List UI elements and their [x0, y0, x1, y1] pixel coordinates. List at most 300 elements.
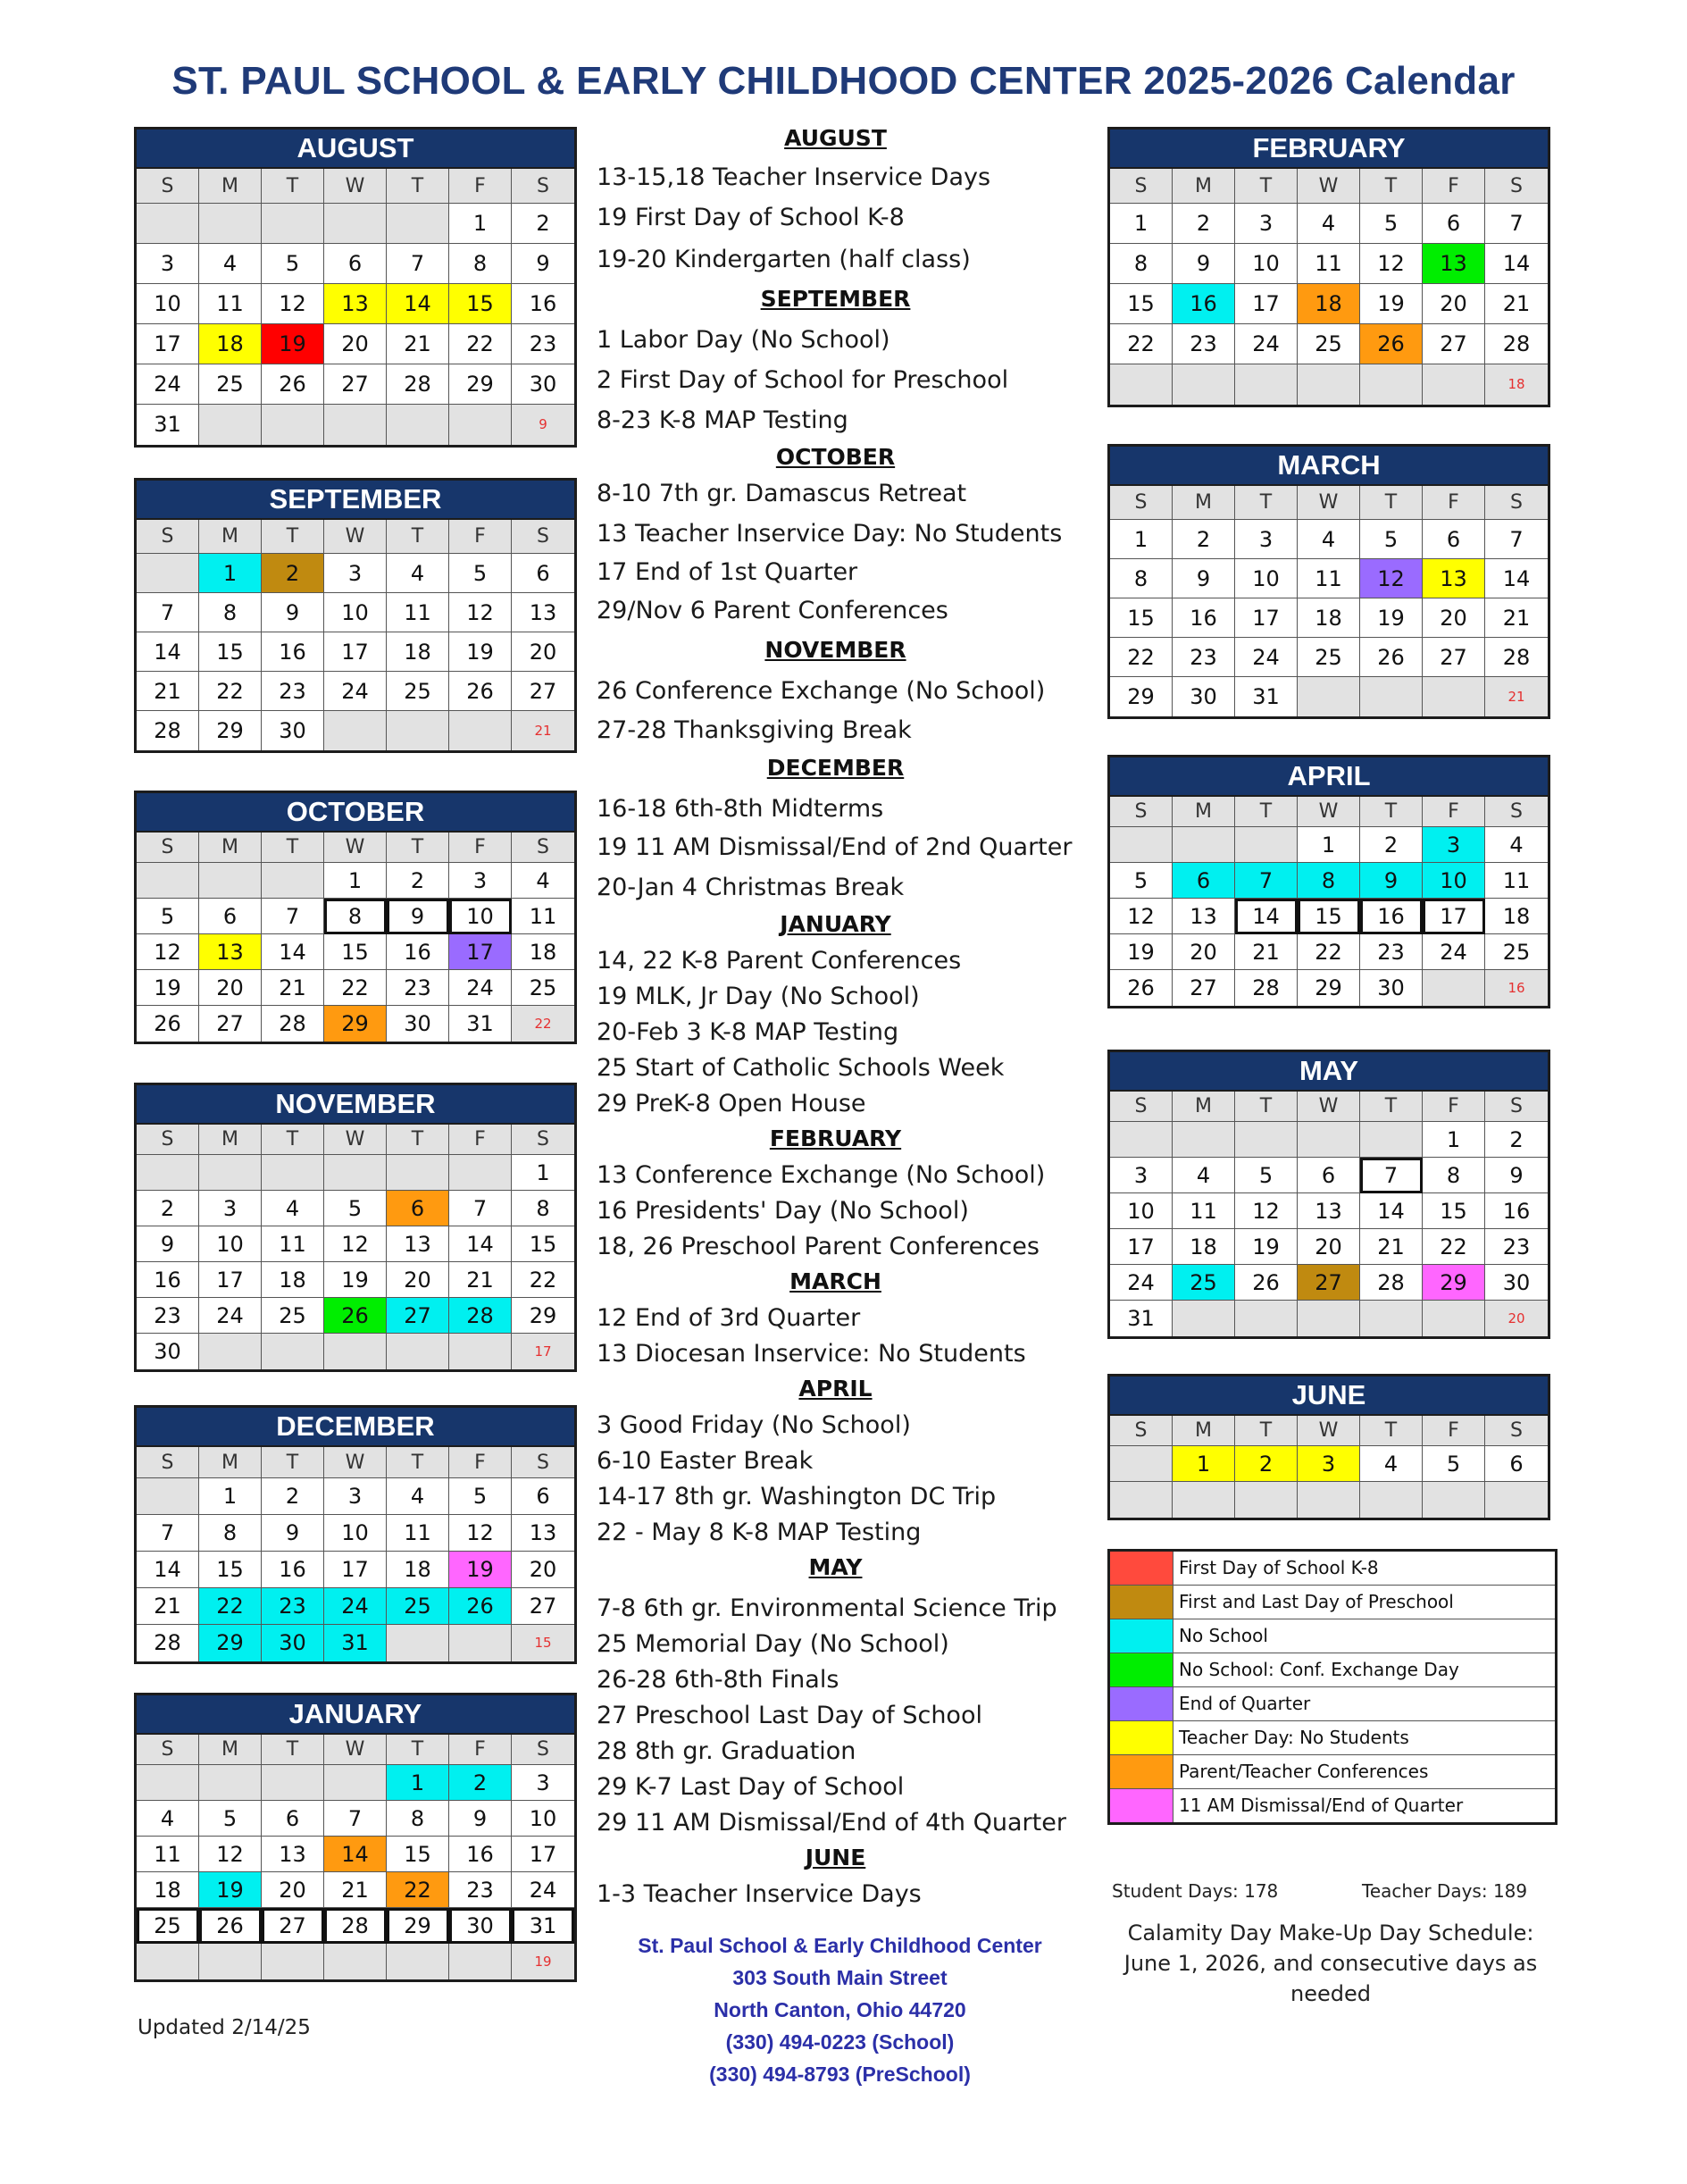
day-cell: 31 [137, 405, 199, 445]
day-cell: 24 [199, 1298, 262, 1334]
day-cell: 29 [199, 1625, 262, 1661]
day-cell: 30 [1485, 1265, 1548, 1301]
day-cell: 5 [199, 1801, 262, 1837]
empty-day [387, 204, 449, 244]
day-cell: 5 [324, 1191, 387, 1226]
legend-swatch [1110, 1653, 1173, 1686]
week-row [137, 1226, 574, 1262]
weekday-label: T [387, 169, 449, 204]
empty-day [1173, 364, 1235, 405]
week-row [137, 672, 574, 711]
day-cell: 30 [1360, 970, 1423, 1006]
day-cell: 1 [1298, 827, 1360, 863]
day-cell: 19 [1235, 1229, 1298, 1265]
weekday-row [1110, 486, 1548, 520]
weekday-label: M [1173, 797, 1235, 827]
week-row [1110, 364, 1548, 405]
day-cell: 11 [387, 593, 449, 632]
week-row [1110, 244, 1548, 284]
day-cell: 30 [137, 1334, 199, 1369]
day-cell: 25 [262, 1298, 324, 1334]
legend-swatch [1110, 1755, 1173, 1788]
legend-swatch [1110, 1552, 1173, 1585]
day-cell: 30 [512, 364, 574, 405]
day-cell: 23 [262, 1588, 324, 1625]
empty-day [137, 1155, 199, 1191]
empty-day [449, 1155, 512, 1191]
weekday-label: F [1423, 1092, 1485, 1122]
day-cell: 22 [1423, 1229, 1485, 1265]
day-cell: 5 [449, 554, 512, 593]
day-cell: 31 [449, 1006, 512, 1042]
weekday-label: M [199, 1447, 262, 1478]
day-cell: 2 [262, 554, 324, 593]
school-day-count: 17 [512, 1334, 574, 1369]
legend-swatch [1110, 1789, 1173, 1822]
day-cell: 14 [137, 632, 199, 672]
day-cell: 13 [262, 1837, 324, 1872]
day-cell: 2 [449, 1765, 512, 1801]
address-street: 303 South Main Street [732, 1966, 948, 1989]
weekday-label: M [1173, 486, 1235, 520]
empty-day [262, 1944, 324, 1979]
day-cell: 1 [1423, 1122, 1485, 1158]
day-cell: 21 [387, 324, 449, 364]
weekday-label: S [512, 1735, 574, 1765]
day-cell: 29 [1110, 677, 1173, 716]
day-cell: 17 [1235, 598, 1298, 638]
legend-row [1110, 1687, 1555, 1721]
day-cell: 12 [137, 934, 199, 970]
day-cell: 29 [512, 1298, 574, 1334]
page-title: ST. PAUL SCHOOL & EARLY CHILDHOOD CENTER 2025-2026 Calendar [171, 59, 1516, 103]
week-row [137, 632, 574, 672]
day-cell: 9 [1360, 863, 1423, 899]
weekday-label: S [1110, 1092, 1173, 1122]
weekday-label: M [1173, 1416, 1235, 1446]
day-cell: 17 [1235, 284, 1298, 324]
day-cell: 9 [1173, 559, 1235, 598]
day-cell: 11 [1485, 863, 1548, 899]
calendar-november [134, 1083, 577, 1372]
weekday-row [137, 1125, 574, 1155]
day-cell: 16 [1173, 284, 1235, 324]
teacher-days: Teacher Days: 189 [1362, 1880, 1528, 1902]
weekday-label: W [1298, 169, 1360, 204]
day-cell: 15 [199, 1552, 262, 1588]
day-cell: 29 [449, 364, 512, 405]
month-header: APRIL [1110, 757, 1548, 797]
day-cell: 16 [262, 1552, 324, 1588]
empty-day [1423, 677, 1485, 716]
day-cell: 19 [1110, 934, 1173, 970]
empty-day [324, 711, 387, 750]
day-cell: 10 [137, 284, 199, 324]
weekday-label: T [1360, 1092, 1423, 1122]
day-cell: 26 [1110, 970, 1173, 1006]
weekday-label: S [512, 520, 574, 554]
day-cell: 12 [1360, 559, 1423, 598]
legend-label: First and Last Day of Preschool [1179, 1591, 1454, 1612]
address-phone-school: (330) 494-0223 (School) [725, 2030, 955, 2054]
week-row [137, 711, 574, 750]
day-cell: 2 [512, 204, 574, 244]
school-day-count: 21 [512, 711, 574, 750]
day-cell: 29 [324, 1006, 387, 1042]
weekday-label: S [1110, 1416, 1173, 1446]
day-cell: 29 [1298, 970, 1360, 1006]
day-cell: 2 [1360, 827, 1423, 863]
calendar-april [1107, 755, 1550, 1008]
day-cell: 14 [387, 284, 449, 324]
day-cell: 28 [324, 1908, 387, 1944]
day-cell: 20 [1173, 934, 1235, 970]
empty-day [1298, 364, 1360, 405]
empty-day [387, 711, 449, 750]
empty-day [1423, 1482, 1485, 1518]
day-cell: 21 [1360, 1229, 1423, 1265]
day-cell: 20 [387, 1262, 449, 1298]
event-month-heading: JUNE [805, 1845, 866, 1870]
day-cell: 4 [1298, 204, 1360, 244]
day-cell: 12 [1360, 244, 1423, 284]
event-item: 29 K-7 Last Day of School [597, 1773, 905, 1801]
day-cell: 11 [199, 284, 262, 324]
day-cell: 31 [512, 1908, 574, 1944]
day-cell: 24 [1423, 934, 1485, 970]
day-cell: 25 [1485, 934, 1548, 970]
weekday-label: S [1110, 797, 1173, 827]
week-row [137, 1908, 574, 1944]
day-cell: 15 [199, 632, 262, 672]
empty-day [324, 204, 387, 244]
legend-label: 11 AM Dismissal/End of Quarter [1179, 1795, 1464, 1816]
empty-day [449, 1944, 512, 1979]
legend-label: First Day of School K-8 [1179, 1557, 1379, 1578]
empty-day [1360, 1301, 1423, 1336]
day-cell: 18 [1485, 899, 1548, 934]
school-day-count: 18 [1485, 364, 1548, 405]
day-cell: 11 [1298, 559, 1360, 598]
event-item: 18, 26 Preschool Parent Conferences [597, 1233, 1040, 1260]
day-cell: 17 [449, 934, 512, 970]
day-cell: 9 [1485, 1158, 1548, 1193]
empty-day [1235, 1122, 1298, 1158]
empty-day [449, 1334, 512, 1369]
week-row [137, 1191, 574, 1226]
day-cell: 20 [1298, 1229, 1360, 1265]
week-row [1110, 638, 1548, 677]
empty-day [137, 1944, 199, 1979]
day-cell: 4 [387, 1478, 449, 1515]
day-cell: 24 [324, 1588, 387, 1625]
day-cell: 7 [1485, 204, 1548, 244]
weekday-label: T [387, 1125, 449, 1155]
day-cell: 8 [512, 1191, 574, 1226]
day-cell: 8 [1110, 559, 1173, 598]
day-cell: 17 [199, 1262, 262, 1298]
empty-day [199, 405, 262, 445]
empty-day [1360, 1122, 1423, 1158]
weekday-row [137, 833, 574, 863]
day-cell: 21 [137, 672, 199, 711]
day-cell: 18 [137, 1872, 199, 1908]
day-cell: 15 [512, 1226, 574, 1262]
event-item: 17 End of 1st Quarter [597, 558, 858, 586]
day-cell: 27 [262, 1908, 324, 1944]
week-row [1110, 1158, 1548, 1193]
weekday-label: T [387, 1447, 449, 1478]
empty-day [1360, 1482, 1423, 1518]
day-cell: 3 [199, 1191, 262, 1226]
day-cell: 12 [324, 1226, 387, 1262]
day-cell: 18 [387, 632, 449, 672]
event-item: 8-10 7th gr. Damascus Retreat [597, 480, 967, 507]
week-row [137, 1588, 574, 1625]
weekday-label: W [324, 833, 387, 863]
empty-day [1110, 827, 1173, 863]
empty-day [1235, 1482, 1298, 1518]
day-cell: 13 [512, 593, 574, 632]
empty-day [1423, 970, 1485, 1006]
day-cell: 11 [137, 1837, 199, 1872]
day-cell: 3 [1235, 204, 1298, 244]
school-day-count: 16 [1485, 970, 1548, 1006]
day-cell: 27 [387, 1298, 449, 1334]
empty-day [324, 1765, 387, 1801]
weekday-row [1110, 797, 1548, 827]
day-cell: 16 [262, 632, 324, 672]
event-item: 1 Labor Day (No School) [597, 326, 890, 354]
event-item: 13 Conference Exchange (No School) [597, 1161, 1046, 1189]
empty-day [324, 1944, 387, 1979]
day-cell: 4 [387, 554, 449, 593]
updated-date: Updated 2/14/25 [138, 2016, 311, 2039]
empty-day [1298, 677, 1360, 716]
day-cell: 25 [199, 364, 262, 405]
day-cell: 27 [1423, 638, 1485, 677]
day-cell: 8 [387, 1801, 449, 1837]
weekday-label: T [387, 520, 449, 554]
event-month-heading: DECEMBER [766, 755, 905, 781]
calendar-august [134, 127, 577, 448]
empty-day [1173, 1482, 1235, 1518]
day-cell: 17 [324, 1552, 387, 1588]
event-item: 13 Diocesan Inservice: No Students [597, 1340, 1026, 1368]
school-address [597, 1929, 1083, 2090]
empty-day [1173, 827, 1235, 863]
empty-day [1110, 1122, 1173, 1158]
day-cell: 24 [1110, 1265, 1173, 1301]
day-cell: 26 [262, 364, 324, 405]
day-cell: 27 [1298, 1265, 1360, 1301]
weekday-label: T [262, 1125, 324, 1155]
day-cell: 9 [1173, 244, 1235, 284]
day-cell: 6 [262, 1801, 324, 1837]
day-cell: 4 [262, 1191, 324, 1226]
empty-day [1423, 364, 1485, 405]
day-cell: 26 [137, 1006, 199, 1042]
day-cell: 20 [1423, 598, 1485, 638]
empty-day [1298, 1482, 1360, 1518]
event-item: 25 Start of Catholic Schools Week [597, 1054, 1005, 1082]
day-cell: 1 [324, 863, 387, 899]
event-month-heading: MARCH [789, 1268, 881, 1294]
day-cell: 2 [1235, 1446, 1298, 1482]
day-cell: 31 [324, 1625, 387, 1661]
day-cell: 8 [1110, 244, 1173, 284]
empty-day [199, 1334, 262, 1369]
empty-day [262, 1155, 324, 1191]
day-cell: 5 [1360, 204, 1423, 244]
day-cell: 9 [262, 593, 324, 632]
day-cell: 10 [449, 899, 512, 934]
day-cell: 16 [1360, 899, 1423, 934]
day-cell: 5 [262, 244, 324, 284]
event-month-heading: AUGUST [784, 125, 887, 151]
empty-day [262, 204, 324, 244]
weekday-label: S [512, 1125, 574, 1155]
weekday-row [137, 520, 574, 554]
day-cell: 10 [324, 1515, 387, 1552]
week-row [137, 1801, 574, 1837]
empty-day [449, 405, 512, 445]
calendar-february [1107, 127, 1550, 407]
day-cell: 26 [449, 672, 512, 711]
empty-day [137, 1765, 199, 1801]
day-cell: 7 [137, 1515, 199, 1552]
week-row [1110, 970, 1548, 1006]
day-cell: 20 [512, 632, 574, 672]
weekday-label: F [449, 169, 512, 204]
day-cell: 2 [1173, 520, 1235, 559]
day-cell: 25 [1173, 1265, 1235, 1301]
weekday-label: S [1485, 1416, 1548, 1446]
day-cell: 22 [199, 1588, 262, 1625]
day-cell: 20 [1423, 284, 1485, 324]
day-cell: 14 [137, 1552, 199, 1588]
day-cell: 8 [199, 593, 262, 632]
event-item: 1-3 Teacher Inservice Days [597, 1880, 922, 1908]
day-cell: 18 [262, 1262, 324, 1298]
month-header: MARCH [1110, 447, 1548, 486]
calendar-june [1107, 1374, 1550, 1520]
day-cell: 11 [1298, 244, 1360, 284]
weekday-label: T [1235, 486, 1298, 520]
day-cell: 18 [1298, 598, 1360, 638]
week-row [137, 364, 574, 405]
day-cell: 4 [137, 1801, 199, 1837]
day-cell: 18 [199, 324, 262, 364]
legend-swatch [1110, 1687, 1173, 1720]
weekday-label: T [1360, 486, 1423, 520]
week-row [137, 554, 574, 593]
weekday-label: S [1485, 1092, 1548, 1122]
day-cell: 28 [1360, 1265, 1423, 1301]
empty-day [262, 1765, 324, 1801]
weekday-label: T [262, 1735, 324, 1765]
empty-day [262, 863, 324, 899]
week-row [137, 1478, 574, 1515]
day-cell: 13 [1173, 899, 1235, 934]
legend-row [1110, 1755, 1555, 1789]
school-day-count: 15 [512, 1625, 574, 1661]
day-cell: 1 [199, 554, 262, 593]
day-cell: 19 [199, 1872, 262, 1908]
week-row [1110, 934, 1548, 970]
day-cell: 18 [512, 934, 574, 970]
day-cell: 14 [262, 934, 324, 970]
empty-day [199, 863, 262, 899]
event-month-heading: FEBRUARY [769, 1125, 902, 1151]
empty-day [1360, 677, 1423, 716]
event-item: 27-28 Thanksgiving Break [597, 716, 912, 744]
day-cell: 28 [387, 364, 449, 405]
week-row [137, 1837, 574, 1872]
day-cell: 26 [324, 1298, 387, 1334]
weekday-label: W [1298, 797, 1360, 827]
day-cell: 8 [1298, 863, 1360, 899]
event-item: 2 First Day of School for Preschool [597, 366, 1009, 394]
day-cell: 6 [512, 1478, 574, 1515]
day-cell: 15 [1110, 598, 1173, 638]
day-cell: 22 [199, 672, 262, 711]
day-cell: 3 [449, 863, 512, 899]
color-legend [1107, 1549, 1558, 1825]
day-cell: 9 [512, 244, 574, 284]
day-cell: 6 [1298, 1158, 1360, 1193]
weekday-label: S [137, 1447, 199, 1478]
day-cell: 14 [449, 1226, 512, 1262]
weekday-label: S [1485, 486, 1548, 520]
week-row [137, 405, 574, 445]
day-cell: 23 [1173, 324, 1235, 364]
day-cell: 11 [1173, 1193, 1235, 1229]
day-cell: 5 [1110, 863, 1173, 899]
event-item: 28 8th gr. Graduation [597, 1737, 856, 1765]
legend-label: Teacher Day: No Students [1179, 1727, 1409, 1748]
day-cell: 25 [512, 970, 574, 1006]
day-cell: 22 [449, 324, 512, 364]
weekday-label: F [449, 520, 512, 554]
empty-day [1173, 1122, 1235, 1158]
day-cell: 4 [1485, 827, 1548, 863]
day-cell: 3 [1235, 520, 1298, 559]
day-cell: 23 [1173, 638, 1235, 677]
legend-swatch [1110, 1586, 1173, 1619]
weekday-label: F [1423, 169, 1485, 204]
month-header: JANUARY [137, 1695, 574, 1735]
weekday-label: M [199, 1125, 262, 1155]
day-cell: 1 [512, 1155, 574, 1191]
day-cell: 3 [137, 244, 199, 284]
student-days: Student Days: 178 [1112, 1880, 1279, 1902]
day-cell: 1 [1110, 520, 1173, 559]
week-row [137, 863, 574, 899]
day-cell: 10 [1235, 559, 1298, 598]
weekday-label: S [137, 1735, 199, 1765]
weekday-label: S [512, 1447, 574, 1478]
day-cell: 4 [199, 244, 262, 284]
day-cell: 12 [262, 284, 324, 324]
day-cell: 28 [262, 1006, 324, 1042]
empty-day [137, 1478, 199, 1515]
day-cell: 15 [324, 934, 387, 970]
day-cell: 25 [1298, 638, 1360, 677]
empty-day [262, 405, 324, 445]
day-cell: 7 [1485, 520, 1548, 559]
day-cell: 9 [387, 899, 449, 934]
